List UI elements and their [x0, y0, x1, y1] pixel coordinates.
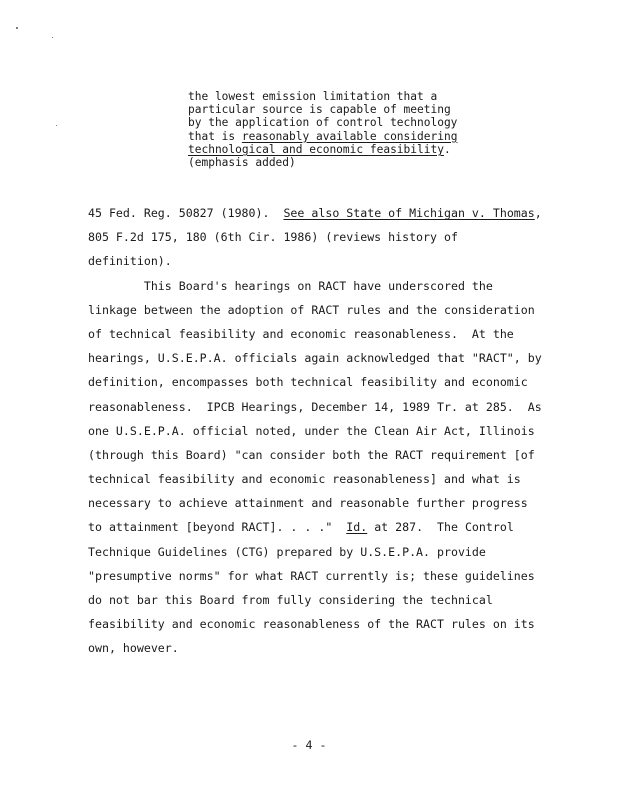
text-run: to attainment [beyond RACT]. . . ."	[88, 520, 347, 535]
text-run: that is	[188, 129, 242, 143]
underlined-citation: reasonably available considering	[241, 129, 458, 143]
paragraph-line: definition).	[88, 254, 172, 269]
paragraph-line: definition, encompasses both technical feasibility and economic	[88, 375, 528, 390]
text-run: ,	[534, 206, 542, 220]
paragraph-line: linkage between the adoption of RACT rules and the consideration	[88, 302, 535, 317]
paragraph-line: necessary to achieve attainment and reasonable further progress	[88, 496, 528, 511]
paragraph-line	[88, 201, 542, 225]
paragraph-line: hearings, U.S.E.P.A. officials again acknowledged that "RACT", by	[88, 351, 542, 366]
text-run: .	[443, 142, 451, 156]
quote-line: (emphasis added)	[188, 155, 296, 169]
quote-line: the lowest emission limitation that a	[188, 90, 438, 103]
paragraph-line: technical feasibility and economic reasonableness] and what is	[88, 472, 521, 487]
scan-speck	[56, 125, 57, 126]
text-run: at 287. The Control	[367, 520, 514, 535]
text-run: 45 Fed. Reg. 50827 (1980).	[88, 206, 284, 220]
underlined-citation: technological and economic feasibility	[188, 142, 444, 156]
paragraph-line: do not bar this Board from fully considering the technical	[88, 593, 493, 607]
paragraph-line	[88, 515, 542, 539]
quote-line	[188, 130, 457, 143]
paragraph-line: 805 F.2d 175, 180 (6th Cir. 1986) (reviews history of	[88, 230, 458, 245]
paragraph-line: (through this Board) "can consider both the RACT requirement [of	[88, 447, 535, 462]
paragraph-line: "presumptive norms" for what RACT currently is; these guidelines	[88, 568, 535, 583]
paragraph-line: feasibility and economic reasonableness of the RACT rules on its	[88, 617, 535, 632]
block-quote	[188, 90, 457, 169]
paragraph-line: Technique Guidelines (CTG) prepared by U.S.E.P.A. provide	[88, 544, 486, 559]
quote-line	[188, 143, 457, 156]
body-text	[88, 201, 542, 661]
underlined-citation: See also State of Michigan v. Thomas	[283, 206, 535, 220]
paragraph-line: of technical feasibility and economic reasonableness. At the	[88, 326, 514, 341]
quote-line: particular source is capable of meeting	[188, 103, 451, 117]
page-number: - 4 -	[291, 738, 327, 752]
paragraph-line: This Board's hearings on RACT have underscored the	[88, 278, 493, 293]
underlined-citation: Id.	[346, 520, 368, 535]
scan-speck	[52, 37, 53, 38]
paragraph-line: one U.S.E.P.A. official noted, under the Clean Air Act, Illinois	[88, 423, 535, 438]
paragraph-line: reasonableness. IPCB Hearings, December 14, 1989 Tr. at 285. As	[88, 399, 542, 414]
paragraph-line: own, however.	[88, 641, 179, 656]
quote-line: by the application of control technology	[188, 116, 458, 130]
scan-speck	[16, 27, 18, 29]
